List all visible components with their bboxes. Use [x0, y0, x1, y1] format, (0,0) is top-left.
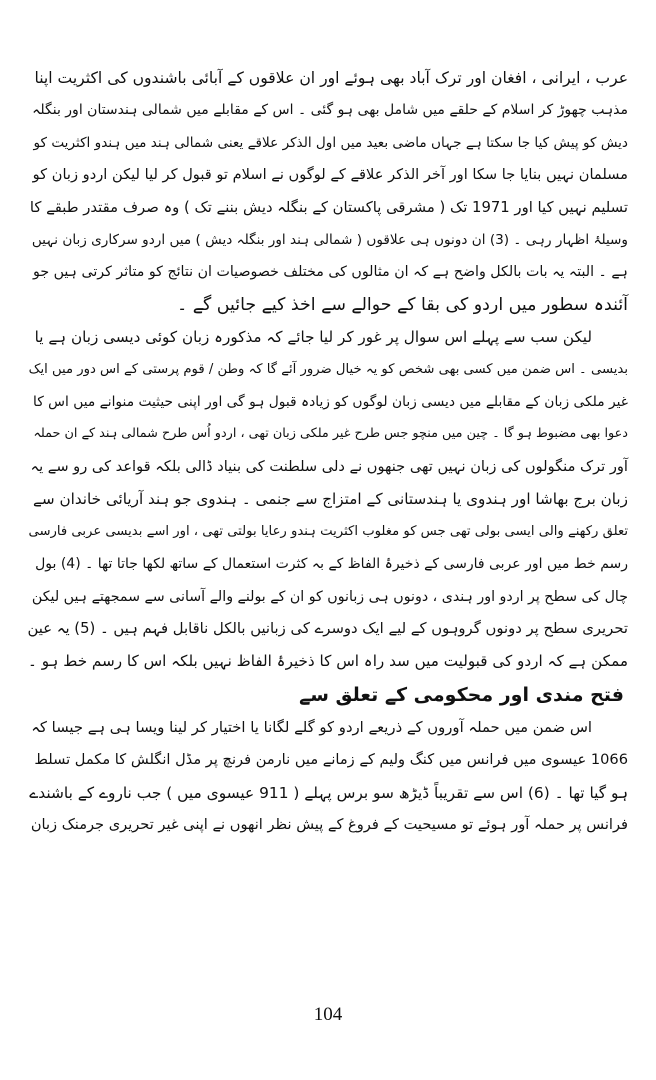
- paragraph-3: [28, 712, 628, 842]
- text-line: تحریری سطح پر دونوں گروہوں کے لیے ایک دوسرے کی زبانیں بالکل ناقابل فہم ہیں ۔ (5) یہ عین: [27, 619, 628, 637]
- text-line: آئندہ سطور میں اردو کی بقا کے حوالے سے اخذ کیے جائیں گے ۔: [177, 294, 628, 315]
- text-line: چال کی سطح پر اردو اور ہندی ، دونوں ہی زبانوں کو ان کے بولنے والے آسانی سے سمجھتے ہیں لیکن: [31, 588, 628, 605]
- text-line: ہو گیا تھا ۔ (6) اس سے تقریباً ڈیڑھ سو برس پہلے ( 911 عیسوی میں ) جب ناروے کے باشندے: [29, 783, 628, 802]
- text-line: دعوا بھی مضبوط ہو گا ۔ چین میں منچو جس طرح غیر ملکی زبان تھی ، اردو اُس طرح شمالی ہند کے ان حملہ: [33, 426, 628, 442]
- text-line: بدیسی ۔ اس ضمن میں کسی بھی شخص کو یہ خیال ضرور آئے گا کہ وطن / قوم پرستی کے اس دور میں ایک: [28, 361, 628, 377]
- text-line: تعلق رکھنے والی ایسی بولی تھی جس کو مغلوب اکثریت ہندو رعایا بولتی تھی ، اور اسے بدیسی عربی فارسی: [28, 523, 628, 539]
- page-number: 104: [313, 1004, 343, 1025]
- text-line: لیکن سب سے پہلے اس سوال پر غور کر لیا جائے کہ مذکورہ زبان کوئی دیسی زبان ہے یا: [34, 328, 592, 347]
- text-line: اس ضمن میں حملہ آوروں کے ذریعے اردو کو گلے لگانا یا اختیار کر لینا ویسا ہی ہے جیسا کہ: [31, 718, 592, 736]
- section-heading: فتح مندی اور محکومی کے تعلق سے: [299, 683, 624, 706]
- paragraph-1: [28, 62, 628, 321]
- text-line: غیر ملکی زبان کے مقابلے میں دیسی زبان لوگوں کو زیادہ قبول ہو گی اور اپنی حیثیت منوانے میں اس کا: [32, 394, 628, 411]
- text-line: مسلمان نہیں بنایا جا سکا اور آخر الذکر علاقے کے لوگوں نے اسلام تو قبول کر لیا لیکن اردو زبان کو: [32, 166, 628, 184]
- text-line: آور ترک منگولوں کی زبان نہیں تھی جنھوں نے دلی سلطنت کی بنیاد ڈالی بلکہ قواعد کی رو سے یہ: [30, 457, 628, 475]
- text-line: مذہب چھوڑ کر اسلام کے حلقے میں شامل بھی ہو گئی ۔ اس کے مقابلے میں شمالی ہندستان اور بنگلہ: [32, 102, 628, 119]
- text-line: تسلیم نہیں کیا اور 1971 تک ( مشرقی پاکستان کے بنگلہ دیش بننے تک ) وہ صرف مقتدر طبقے کا: [29, 198, 628, 216]
- text-line: وسیلۂ اظہار رہی ۔ (3) ان دونوں ہی علاقوں ( شمالی ہند اور بنگلہ دیش ) میں اردو سرکاری زبان نہیں: [31, 232, 628, 249]
- text-line: فرانس پر حملہ آور ہوئے تو مسیحیت کے فروغ کے پیش نظر انھوں نے اپنی غیر تحریری جرمنک زبان: [30, 815, 628, 833]
- text-line: ہے ۔ البتہ یہ بات بالکل واضح ہے کہ ان مثالوں کی مختلف خصوصیات ان نتائج کو متاثر کرتی ہیں جو: [32, 264, 628, 281]
- text-line: زبان برج بھاشا اور ہندوی یا ہندستانی کے امتزاج سے جنمی ۔ ہندوی جو ہند آریائی خاندان سے: [33, 490, 628, 509]
- document-page: [28, 62, 628, 841]
- text-line: ممکن ہے کہ اردو کی قبولیت میں سد راہ اس کا ذخیرۂ الفاظ نہیں بلکہ اس کا رسم خط ہو ۔: [27, 652, 628, 671]
- text-line: رسم خط میں اور عربی فارسی کے ذخیرۂ الفاظ کے بہ کثرت استعمال کے ساتھ لکھا جاتا تھا ۔ (4) بول: [35, 556, 628, 573]
- text-line: دیش کو پیش کیا جا سکتا ہے جہاں ماضی بعید میں اول الذکر علاقے یعنی شمالی ہند میں ہندو اکثریت کو: [33, 134, 628, 151]
- paragraph-2: [28, 321, 628, 677]
- text-line: 1066 عیسوی میں فرانس میں کنگ ولیم کے زمانے میں نارمن فرنچ پر مڈل انگلش کا مکمل تسلط: [34, 751, 628, 769]
- text-line: عرب ، ایرانی ، افغان اور ترک آباد بھی ہوئے اور ان علاقوں کے آبائی باشندوں کی اکثریت اپنا: [34, 69, 628, 87]
